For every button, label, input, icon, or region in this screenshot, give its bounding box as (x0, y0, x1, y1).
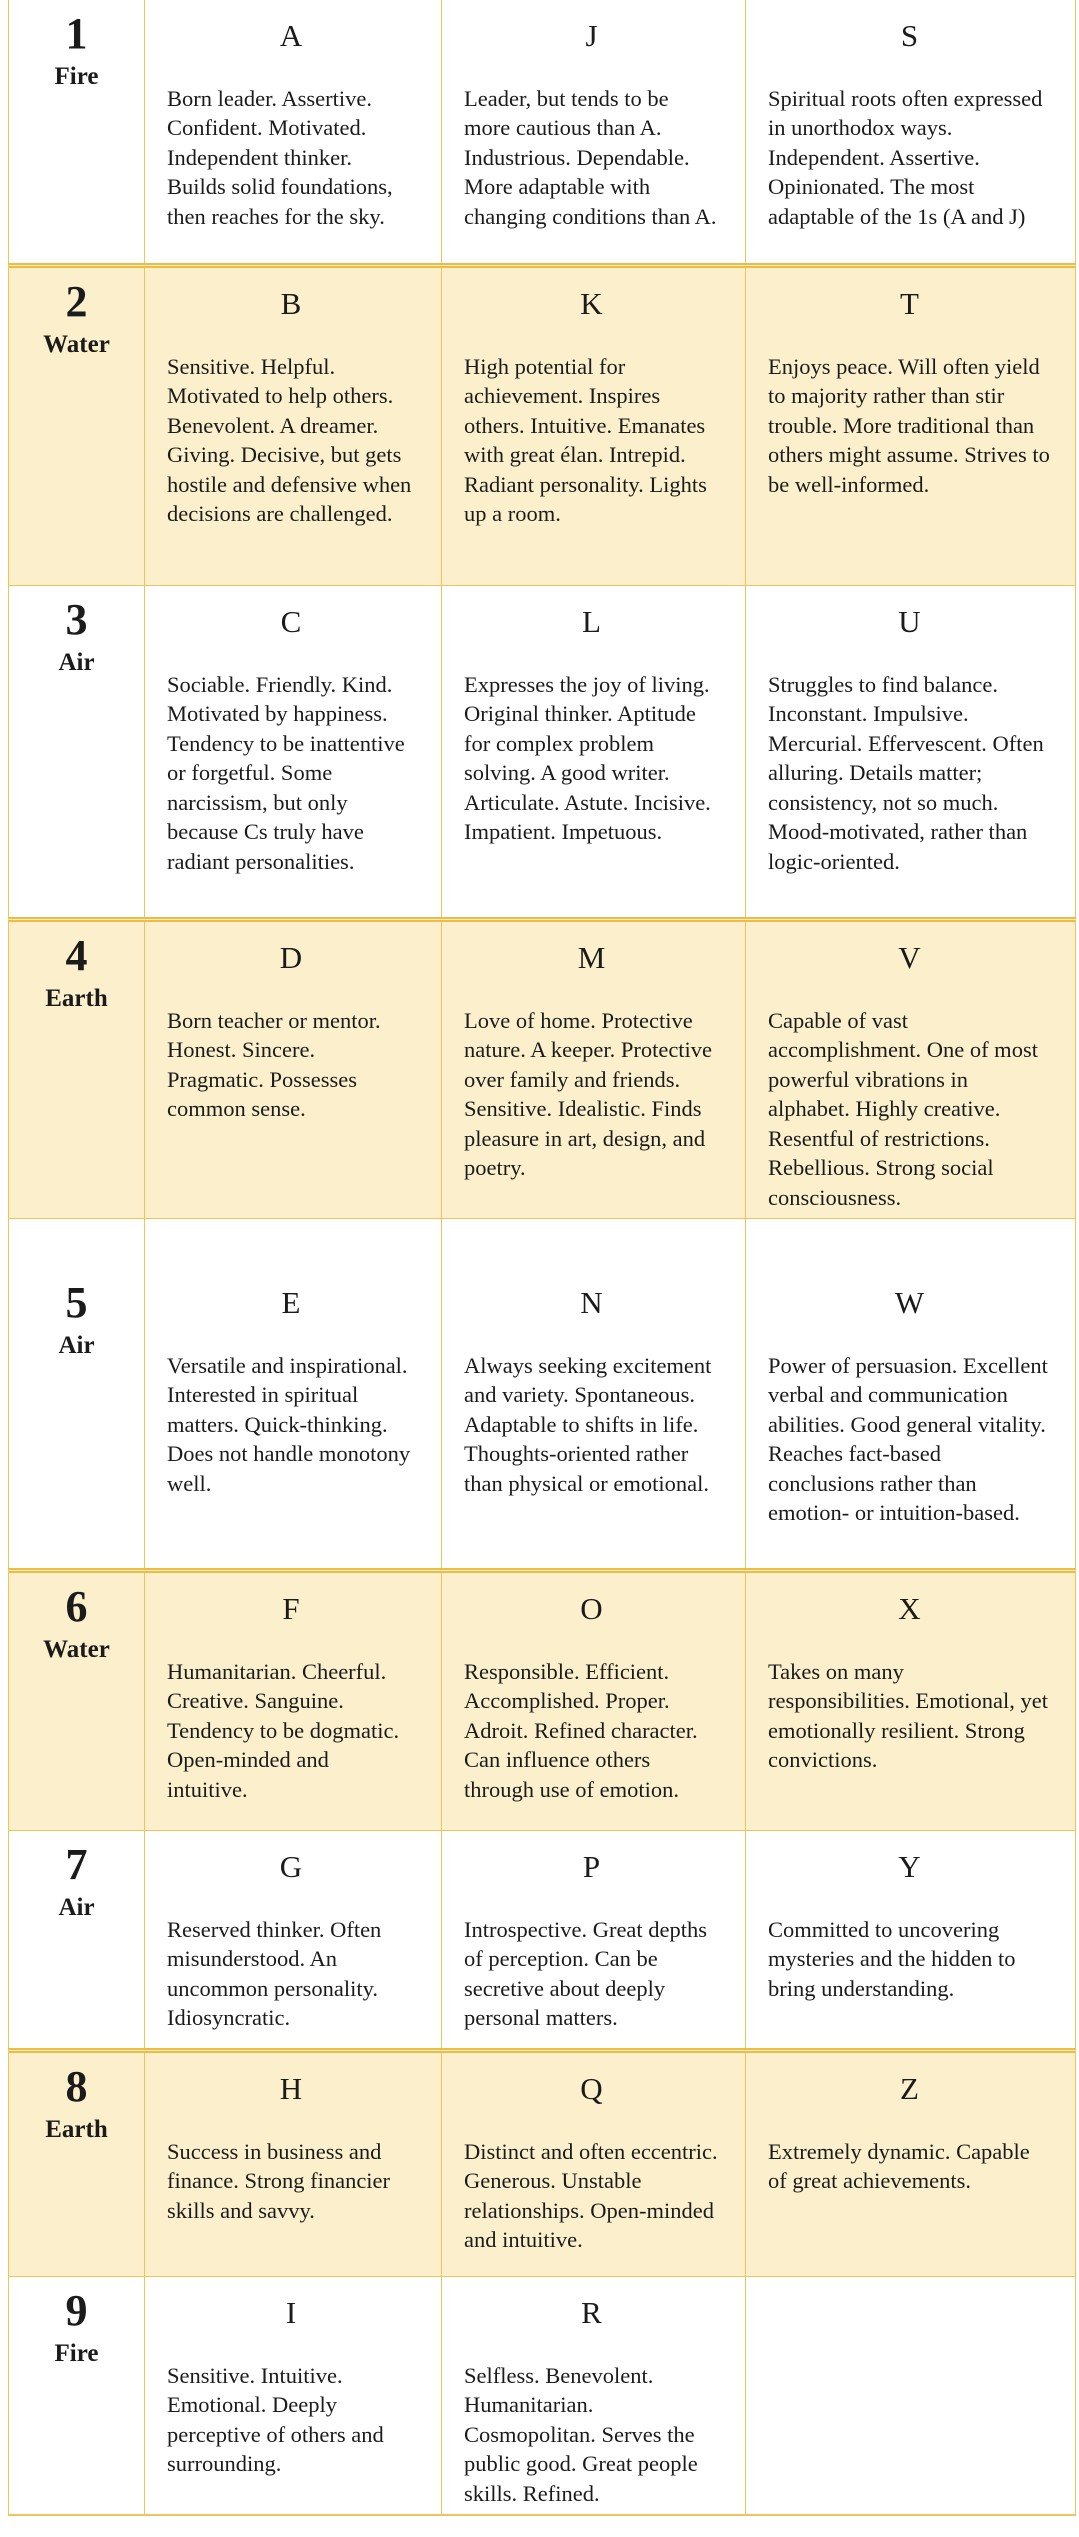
row-element: Air (58, 1894, 95, 1922)
letter-description: Born leader. Assertive. Confident. Motivated. Independent thinker. Builds solid foundations, then reaches for the sky. (167, 85, 393, 229)
row-number: 2 (65, 277, 88, 326)
letter-heading: K (580, 286, 603, 321)
letter-heading: G (279, 1849, 303, 1885)
letter-cell (144, 1219, 441, 1568)
number-element-cell (9, 586, 144, 917)
row-element: Air (58, 649, 95, 676)
letter-cell (441, 922, 745, 1218)
letter-description: Born teacher or mentor. Honest. Sincere. Pragmatic. Possesses common sense. (167, 1007, 381, 1122)
letter-heading: M (577, 940, 606, 975)
letter-cell (745, 1573, 1077, 1830)
row-element: Earth (45, 985, 108, 1012)
letter-heading: N (580, 1285, 603, 1321)
letter-cell (441, 1573, 745, 1830)
letter-heading: E (281, 1285, 301, 1321)
row-number: 9 (65, 2286, 88, 2336)
letter-cell (745, 586, 1077, 917)
number-element-cell (9, 1573, 144, 1830)
letter-description: Selfless. Benevolent. Humanitarian. Cosmopolitan. Serves the public good. Great people skills. Refined. (464, 2362, 698, 2506)
table-row (8, 1830, 1076, 2048)
row-number: 7 (65, 1840, 88, 1890)
letter-cell (745, 0, 1077, 263)
letter-heading: P (582, 1849, 601, 1885)
table-row (8, 0, 1076, 263)
row-number: 5 (65, 1278, 88, 1328)
letter-description: Spiritual roots often expressed in unorthodox ways. Independent. Assertive. Opinionated. The most adaptable of the 1s (A and J) (768, 85, 1043, 229)
letter-description: Sensitive. Helpful. Motivated to help others. Benevolent. A dreamer. Giving. Decisive, but gets hostile and defensive when decisions are challenged. (167, 353, 412, 527)
letter-cell (144, 2053, 441, 2276)
table-row (8, 1568, 1076, 1830)
row-number: 1 (65, 9, 88, 58)
row-number: 3 (65, 595, 88, 644)
row-element: Fire (54, 2340, 99, 2368)
letter-heading: Z (900, 2071, 919, 2107)
letter-description: Always seeking excitement and variety. Spontaneous. Adaptable to shifts in life. Thoughts-oriented rather than physical or emotional. (464, 1352, 712, 1496)
letter-heading: A (279, 18, 303, 53)
letter-heading: B (280, 286, 302, 321)
number-element-cell (9, 268, 144, 585)
letter-cell (745, 2277, 1077, 2514)
letter-heading: L (582, 604, 601, 639)
letter-heading: V (898, 940, 921, 975)
letter-heading: H (279, 2071, 303, 2107)
letter-cell (745, 922, 1077, 1218)
letter-cell (144, 586, 441, 917)
row-number: 4 (65, 931, 88, 980)
numerology-table (8, 0, 1076, 2516)
letter-description: Extremely dynamic. Capable of great achievements. (768, 2138, 1030, 2194)
letter-cell (441, 0, 745, 263)
row-number: 6 (65, 1582, 88, 1632)
letter-description: Struggles to find balance. Inconstant. Impulsive. Mercurial. Effervescent. Often alluring. Details matter; consistency, not so much. Mood-motivated, rather than logic-oriented. (768, 671, 1044, 874)
letter-description: Humanitarian. Cheerful. Creative. Sanguine. Tendency to be dogmatic. Open-minded and intuitive. (167, 1658, 400, 1802)
letter-heading: U (898, 604, 921, 639)
letter-description: Versatile and inspirational. Interested in spiritual matters. Quick-thinking. Does not handle monotony well. (167, 1352, 411, 1496)
table-row (8, 263, 1076, 585)
letter-heading: D (279, 940, 303, 975)
letter-cell (441, 1219, 745, 1568)
number-element-cell (9, 1219, 144, 1568)
letter-heading: X (898, 1591, 921, 1627)
row-number: 8 (65, 2062, 88, 2112)
letter-cell (144, 922, 441, 1218)
row-element: Water (43, 331, 110, 358)
letter-description: Enjoys peace. Will often yield to majority rather than stir trouble. More traditional than others might assume. Strives to be well-informed. (768, 353, 1050, 497)
letter-description: Committed to uncovering mysteries and the hidden to bring understanding. (768, 1916, 1016, 2001)
number-element-cell (9, 0, 144, 263)
row-element: Air (58, 1332, 95, 1360)
letter-cell (441, 1831, 745, 2048)
letter-heading: S (900, 18, 919, 53)
letter-description: Expresses the joy of living. Original thinker. Aptitude for complex problem solving. A good writer. Articulate. Astute. Incisive. Impatient. Impetuous. (464, 671, 711, 845)
letter-heading: C (280, 604, 302, 639)
number-element-cell (9, 2053, 144, 2276)
letter-description: Love of home. Protective nature. A keeper. Protective over family and friends. Sensitive. Idealistic. Finds pleasure in art, design, and poetry. (464, 1007, 713, 1181)
letter-description: Distinct and often eccentric. Generous. Unstable relationships. Open-minded and intuitive. (464, 2138, 718, 2253)
letter-cell (144, 2277, 441, 2514)
letter-heading: T (900, 286, 919, 321)
letter-description: Introspective. Great depths of perception. Can be secretive about deeply personal matters. (464, 1916, 708, 2031)
table-row (8, 585, 1076, 917)
table-row (8, 2048, 1076, 2276)
letter-heading: W (894, 1285, 925, 1321)
letter-heading: O (580, 1591, 603, 1627)
row-element: Fire (54, 63, 99, 90)
letter-description: Power of persuasion. Excellent verbal and communication abilities. Good general vitality. Reaches fact-based conclusions rather than emotion- or intuition-based. (768, 1352, 1048, 1526)
letter-description: Capable of vast accomplishment. One of most powerful vibrations in alphabet. Highly creative. Resentful of restrictions. Rebellious. Strong social consciousness. (768, 1007, 1038, 1210)
letter-heading: J (585, 18, 598, 53)
letter-cell (441, 2277, 745, 2514)
letter-heading: Q (580, 2071, 603, 2107)
letter-cell (745, 268, 1077, 585)
letter-heading: F (282, 1591, 300, 1627)
letter-description: Leader, but tends to be more cautious than A. Industrious. Dependable. More adaptable with changing conditions than A. (464, 85, 717, 229)
row-element: Water (43, 1636, 110, 1664)
letter-cell (745, 1831, 1077, 2048)
number-element-cell (9, 2277, 144, 2514)
letter-description: High potential for achievement. Inspires others. Intuitive. Emanates with great élan. Intrepid. Radiant personality. Lights up a room. (464, 353, 707, 527)
letter-heading: I (285, 2295, 297, 2331)
number-element-cell (9, 922, 144, 1218)
letter-cell (144, 0, 441, 263)
letter-cell (441, 268, 745, 585)
number-element-cell (9, 1831, 144, 2048)
letter-description: Takes on many responsibilities. Emotional, yet emotionally resilient. Strong convictions. (768, 1658, 1048, 1773)
letter-heading: R (581, 2295, 602, 2331)
letter-cell (745, 2053, 1077, 2276)
table-row (8, 1218, 1076, 1568)
letter-heading: Y (898, 1849, 921, 1885)
letter-description: Responsible. Efficient. Accomplished. Proper. Adroit. Refined character. Can influence others through use of emotion. (464, 1658, 698, 1802)
table-row (8, 917, 1076, 1218)
row-element: Earth (45, 2116, 108, 2144)
letter-cell (144, 268, 441, 585)
letter-cell (144, 1831, 441, 2048)
letter-description: Reserved thinker. Often misunderstood. An uncommon personality. Idiosyncratic. (167, 1916, 382, 2031)
letter-cell (441, 2053, 745, 2276)
letter-cell (441, 586, 745, 917)
letter-cell (144, 1573, 441, 1830)
letter-description: Sociable. Friendly. Kind. Motivated by happiness. Tendency to be inattentive or forgetful. Some narcissism, but only because Cs truly have radiant personalities. (167, 671, 405, 874)
letter-cell (745, 1219, 1077, 1568)
table-row (8, 2276, 1076, 2514)
letter-description: Success in business and finance. Strong financier skills and savvy. (167, 2138, 391, 2223)
letter-description: Sensitive. Intuitive. Emotional. Deeply perceptive of others and surrounding. (167, 2362, 384, 2477)
